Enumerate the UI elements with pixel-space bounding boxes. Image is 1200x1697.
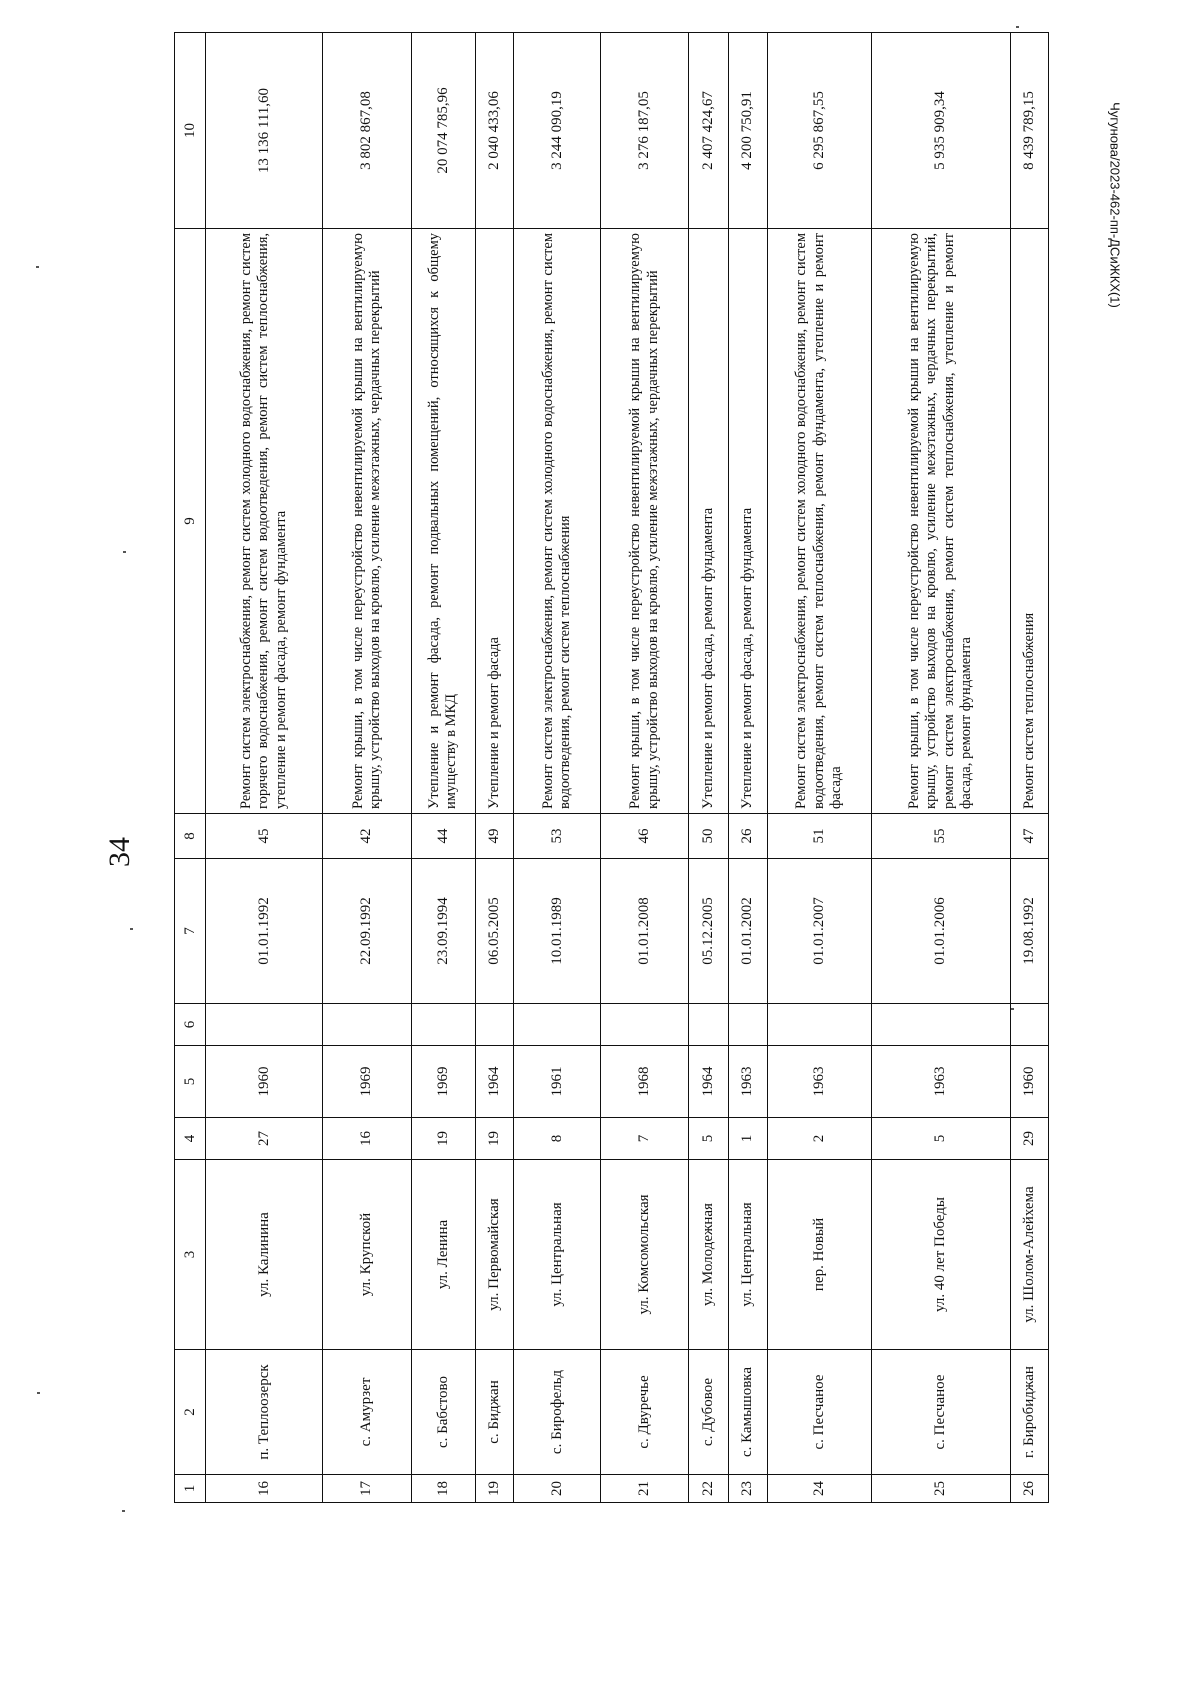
table-row bbox=[1010, 33, 1048, 1503]
street-cell: ул. Комсомольская bbox=[601, 1160, 688, 1350]
header-cell: 8 bbox=[175, 814, 206, 859]
header-cell: 6 bbox=[175, 1004, 206, 1046]
col6-cell bbox=[323, 1004, 411, 1046]
year-cell: 1961 bbox=[513, 1046, 600, 1118]
works-cell: Утепление и ремонт фасада bbox=[475, 229, 513, 814]
cost-cell: 13 136 111,60 bbox=[206, 33, 323, 229]
year-cell: 1964 bbox=[688, 1046, 728, 1118]
table-row bbox=[411, 33, 475, 1503]
date-cell: 01.01.2007 bbox=[767, 859, 871, 1004]
page-number: 34 bbox=[103, 837, 136, 867]
house-cell: 8 bbox=[513, 1118, 600, 1160]
settlement-cell: с. Камышовка bbox=[729, 1350, 767, 1475]
table-row bbox=[872, 33, 1011, 1503]
cost-cell: 3 244 090,19 bbox=[513, 33, 600, 229]
row-number: 18 bbox=[411, 1475, 475, 1503]
street-cell: ул. Шолом-Алейхема bbox=[1010, 1160, 1048, 1350]
col6-cell bbox=[601, 1004, 688, 1046]
year-cell: 1968 bbox=[601, 1046, 688, 1118]
street-cell: ул. Крупской bbox=[323, 1160, 411, 1350]
scan-speck bbox=[122, 1510, 125, 1512]
date-cell: 01.01.2002 bbox=[729, 859, 767, 1004]
year-cell: 1969 bbox=[411, 1046, 475, 1118]
document-footer: Чугунова/2023-462-пп-ДСиЖКХ(1) bbox=[1107, 102, 1123, 308]
col6-cell bbox=[872, 1004, 1011, 1046]
year-cell: 1960 bbox=[1010, 1046, 1048, 1118]
col8-cell: 47 bbox=[1010, 814, 1048, 859]
works-cell: Утепление и ремонт фасада, ремонт фундамента bbox=[729, 229, 767, 814]
works-cell: Ремонт крыши, в том числе переустройство невентилируемой крыши на вентилируемую крышу, устройство выходов на кровлю, усиление межэтажных, чердачных перекрытий bbox=[323, 229, 411, 814]
street-cell: ул. Центральная bbox=[729, 1160, 767, 1350]
year-cell: 1963 bbox=[729, 1046, 767, 1118]
house-cell: 19 bbox=[411, 1118, 475, 1160]
cost-cell: 6 295 867,55 bbox=[767, 33, 871, 229]
col8-cell: 26 bbox=[729, 814, 767, 859]
col6-cell bbox=[1010, 1004, 1048, 1046]
cost-cell: 4 200 750,91 bbox=[729, 33, 767, 229]
works-cell: Ремонт систем электроснабжения, ремонт систем холодного водоснабжения, ремонт систем водоотведения, ремонт систем теплоснабжения bbox=[513, 229, 600, 814]
works-cell: Ремонт систем теплоснабжения bbox=[1010, 229, 1048, 814]
row-number: 26 bbox=[1010, 1475, 1048, 1503]
rotated-table-container bbox=[174, 33, 1049, 1503]
table-row bbox=[729, 33, 767, 1503]
date-cell: 10.01.1989 bbox=[513, 859, 600, 1004]
cost-cell: 2 040 433,06 bbox=[475, 33, 513, 229]
cost-cell: 8 439 789,15 bbox=[1010, 33, 1048, 229]
col6-cell bbox=[513, 1004, 600, 1046]
table-row bbox=[767, 33, 871, 1503]
year-cell: 1969 bbox=[323, 1046, 411, 1118]
cost-cell: 3 802 867,08 bbox=[323, 33, 411, 229]
col8-cell: 55 bbox=[872, 814, 1011, 859]
house-cell: 1 bbox=[729, 1118, 767, 1160]
col8-cell: 44 bbox=[411, 814, 475, 859]
works-cell: Ремонт систем электроснабжения, ремонт систем холодного водоснабжения, ремонт систем водоотведения, ремонт систем теплоснабжения, ремонт фундамента, утепление и ремонт фасада bbox=[767, 229, 871, 814]
col6-cell bbox=[767, 1004, 871, 1046]
col6-cell bbox=[688, 1004, 728, 1046]
settlement-cell: с. Песчаное bbox=[767, 1350, 871, 1475]
house-cell: 5 bbox=[872, 1118, 1011, 1160]
works-cell: Утепление и ремонт фасада, ремонт подвальных помещений, относящихся к общему имуществу в МКД bbox=[411, 229, 475, 814]
cost-cell: 2 407 424,67 bbox=[688, 33, 728, 229]
table-row bbox=[323, 33, 411, 1503]
cost-cell: 3 276 187,05 bbox=[601, 33, 688, 229]
table-row bbox=[206, 33, 323, 1503]
house-cell: 27 bbox=[206, 1118, 323, 1160]
street-cell: ул. Ленина bbox=[411, 1160, 475, 1350]
col8-cell: 53 bbox=[513, 814, 600, 859]
row-number: 17 bbox=[323, 1475, 411, 1503]
settlement-cell: с. Двуречье bbox=[601, 1350, 688, 1475]
scan-speck bbox=[130, 928, 133, 930]
col8-cell: 46 bbox=[601, 814, 688, 859]
street-cell: ул. Калинина bbox=[206, 1160, 323, 1350]
house-cell: 7 bbox=[601, 1118, 688, 1160]
table-row bbox=[688, 33, 728, 1503]
table-row bbox=[513, 33, 600, 1503]
row-number: 24 bbox=[767, 1475, 871, 1503]
header-cell: 3 bbox=[175, 1160, 206, 1350]
works-cell: Ремонт систем электроснабжения, ремонт систем холодного водоснабжения, ремонт систем горячего водоснабжения, ремонт систем водоотведения, ремонт систем теплоснабжения, утепление и ремонт фасада, ремонт фундамента bbox=[206, 229, 323, 814]
col6-cell bbox=[411, 1004, 475, 1046]
street-cell: ул. Центральная bbox=[513, 1160, 600, 1350]
date-cell: 01.01.1992 bbox=[206, 859, 323, 1004]
col8-cell: 49 bbox=[475, 814, 513, 859]
house-cell: 29 bbox=[1010, 1118, 1048, 1160]
date-cell: 01.01.2008 bbox=[601, 859, 688, 1004]
scan-speck bbox=[37, 1392, 40, 1394]
col8-cell: 42 bbox=[323, 814, 411, 859]
house-cell: 5 bbox=[688, 1118, 728, 1160]
repair-program-table bbox=[174, 32, 1049, 1503]
house-cell: 2 bbox=[767, 1118, 871, 1160]
settlement-cell: с. Биджан bbox=[475, 1350, 513, 1475]
header-cell: 7 bbox=[175, 859, 206, 1004]
row-number: 19 bbox=[475, 1475, 513, 1503]
settlement-cell: с. Бирофельд bbox=[513, 1350, 600, 1475]
col8-cell: 50 bbox=[688, 814, 728, 859]
scan-speck bbox=[36, 266, 39, 268]
street-cell: ул. 40 лет Победы bbox=[872, 1160, 1011, 1350]
works-cell: Ремонт крыши, в том числе переустройство невентилируемой крыши на вентилируемую крышу, устройство выходов на кровлю, усиление межэтажных, чердачных перекрытий bbox=[601, 229, 688, 814]
year-cell: 1963 bbox=[872, 1046, 1011, 1118]
settlement-cell: с. Песчаное bbox=[872, 1350, 1011, 1475]
col6-cell bbox=[475, 1004, 513, 1046]
col6-cell bbox=[206, 1004, 323, 1046]
year-cell: 1964 bbox=[475, 1046, 513, 1118]
settlement-cell: с. Бабстово bbox=[411, 1350, 475, 1475]
table-wrap bbox=[174, 33, 1200, 1496]
scan-speck bbox=[123, 551, 126, 553]
col6-cell bbox=[729, 1004, 767, 1046]
street-cell: ул. Молодежная bbox=[688, 1160, 728, 1350]
row-number: 20 bbox=[513, 1475, 600, 1503]
row-number: 16 bbox=[206, 1475, 323, 1503]
settlement-cell: п. Теплоозерск bbox=[206, 1350, 323, 1475]
header-cell: 10 bbox=[175, 33, 206, 229]
row-number: 25 bbox=[872, 1475, 1011, 1503]
header-cell: 1 bbox=[175, 1475, 206, 1503]
date-cell: 01.01.2006 bbox=[872, 859, 1011, 1004]
col8-cell: 45 bbox=[206, 814, 323, 859]
works-cell: Утепление и ремонт фасада, ремонт фундамента bbox=[688, 229, 728, 814]
settlement-cell: с. Амурзет bbox=[323, 1350, 411, 1475]
table-row bbox=[475, 33, 513, 1503]
date-cell: 22.09.1992 bbox=[323, 859, 411, 1004]
house-cell: 16 bbox=[323, 1118, 411, 1160]
date-cell: 06.05.2005 bbox=[475, 859, 513, 1004]
works-cell: Ремонт крыши, в том числе переустройство невентилируемой крыши на вентилируемую крышу, устройство выходов на кровлю, усиление межэтажных, чердачных перекрытий, ремонт систем электроснабжения, ремонт систем теплоснабжения, утепление и ремонт фасада, ремонт фундамента bbox=[872, 229, 1011, 814]
street-cell: ул. Первомайская bbox=[475, 1160, 513, 1350]
date-cell: 23.09.1994 bbox=[411, 859, 475, 1004]
header-row bbox=[175, 33, 206, 1503]
cost-cell: 5 935 909,34 bbox=[872, 33, 1011, 229]
col8-cell: 51 bbox=[767, 814, 871, 859]
street-cell: пер. Новый bbox=[767, 1160, 871, 1350]
table-row bbox=[601, 33, 688, 1503]
header-cell: 2 bbox=[175, 1350, 206, 1475]
scan-speck bbox=[1016, 26, 1019, 28]
row-number: 23 bbox=[729, 1475, 767, 1503]
settlement-cell: г. Биробиджан bbox=[1010, 1350, 1048, 1475]
header-cell: 9 bbox=[175, 229, 206, 814]
header-cell: 4 bbox=[175, 1118, 206, 1160]
row-number: 22 bbox=[688, 1475, 728, 1503]
row-number: 21 bbox=[601, 1475, 688, 1503]
settlement-cell: с. Дубовое bbox=[688, 1350, 728, 1475]
date-cell: 19.08.1992 bbox=[1010, 859, 1048, 1004]
year-cell: 1960 bbox=[206, 1046, 323, 1118]
date-cell: 05.12.2005 bbox=[688, 859, 728, 1004]
year-cell: 1963 bbox=[767, 1046, 871, 1118]
house-cell: 19 bbox=[475, 1118, 513, 1160]
header-cell: 5 bbox=[175, 1046, 206, 1118]
scan-speck bbox=[1011, 1008, 1014, 1010]
cost-cell: 20 074 785,96 bbox=[411, 33, 475, 229]
